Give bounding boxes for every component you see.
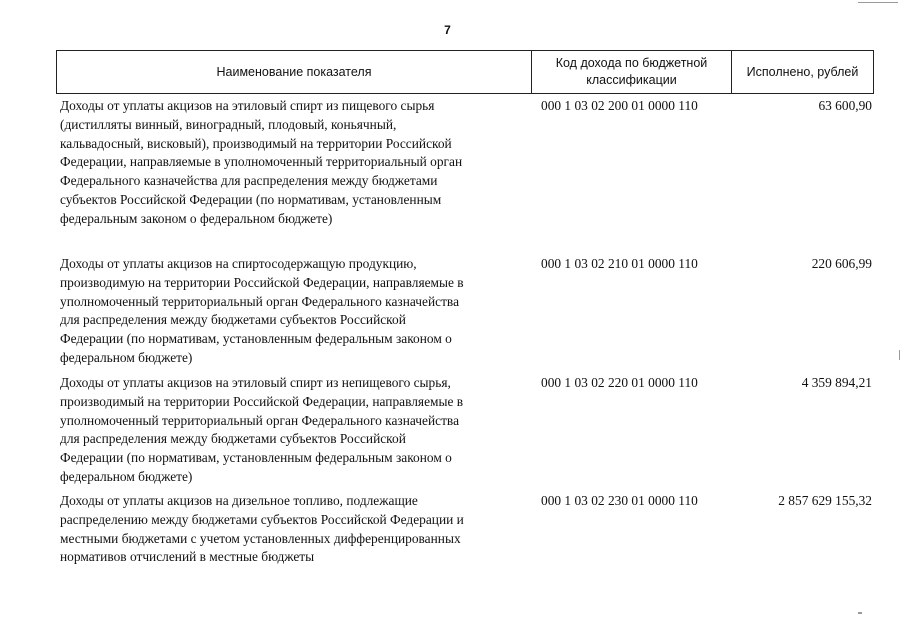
row-name-line: Федерации (по нормативам, установленным федеральным законом о — [60, 450, 452, 466]
row-name-line: субъектов Российской Федерации (по нормативам, установленным — [60, 191, 442, 207]
row-name-line: уполномоченный территориальный орган Федерального казначейства — [60, 293, 460, 309]
row-code: 000 1 03 02 200 01 0000 110 — [541, 98, 698, 113]
row-name — [60, 374, 522, 487]
row-name-line: производимую на территории Российской Федерации, направляемые в — [60, 274, 464, 290]
row-name-line: (дистилляты винный, виноградный, плодовый, коньячный, — [60, 116, 397, 132]
header-code-line2: классификации — [586, 73, 677, 87]
row-name-line: для распределения между бюджетами субъектов Российской — [60, 312, 406, 328]
header-code-line1: Код дохода по бюджетной — [555, 56, 708, 70]
scan-edge-mark — [858, 612, 862, 614]
row-amount: 4 359 894,21 — [801, 375, 872, 390]
row-name-line: для распределения между бюджетами субъектов Российской — [60, 431, 406, 447]
row-name-line: уполномоченный территориальный орган Федерального казначейства — [60, 412, 460, 428]
row-name-line: Федерации, направляемые в уполномоченный территориальный орган — [60, 154, 463, 170]
row-name-line: местными бюджетами с учетом установленных дифференцированных — [60, 530, 461, 546]
row-code: 000 1 03 02 210 01 0000 110 — [541, 256, 698, 271]
row-name-line: Доходы от уплаты акцизов на этиловый спирт из пищевого сырья — [60, 98, 435, 113]
row-name — [60, 255, 522, 368]
row-name-line: федеральном бюджете) — [60, 349, 193, 365]
row-code: 000 1 03 02 230 01 0000 110 — [541, 493, 698, 508]
row-name-line: Федерального казначейства для распределения между бюджетами — [60, 173, 438, 189]
row-name-line: федеральным законом о федеральном бюджете) — [60, 210, 333, 226]
scan-edge-mark — [858, 2, 898, 3]
row-name-line: кальвадосный, висковый), производимый на территории Российской — [60, 135, 452, 151]
row-name-line: Доходы от уплаты акцизов на этиловый спирт из непищевого сырья, — [60, 375, 451, 390]
row-code: 000 1 03 02 220 01 0000 110 — [541, 375, 698, 390]
header-name: Наименование показателя — [57, 51, 532, 93]
row-amount: 63 600,90 — [818, 98, 872, 113]
row-name-line: производимый на территории Российской Федерации, направляемые в — [60, 393, 464, 409]
scan-edge-mark — [899, 350, 900, 360]
row-name — [60, 97, 522, 229]
row-amount: 220 606,99 — [811, 256, 872, 271]
row-name — [60, 492, 522, 567]
row-name-line: распределению между бюджетами субъектов Российской Федерации и — [60, 511, 464, 527]
row-name-line: нормативов отчислений в местные бюджеты — [60, 549, 315, 565]
row-amount: 2 857 629 155,32 — [778, 493, 872, 508]
header-amount: Исполнено, рублей — [746, 64, 859, 79]
row-name-line: Федерации (по нормативам, установленным федеральным законом о — [60, 331, 452, 347]
row-name-line: Доходы от уплаты акцизов на спиртосодержащую продукцию, — [60, 256, 417, 271]
page-number: 7 — [444, 23, 451, 37]
row-name-line: Доходы от уплаты акцизов на дизельное топливо, подлежащие — [60, 493, 418, 508]
table-header — [56, 50, 874, 94]
row-name-line: федеральном бюджете) — [60, 468, 193, 484]
header-code — [532, 51, 732, 93]
